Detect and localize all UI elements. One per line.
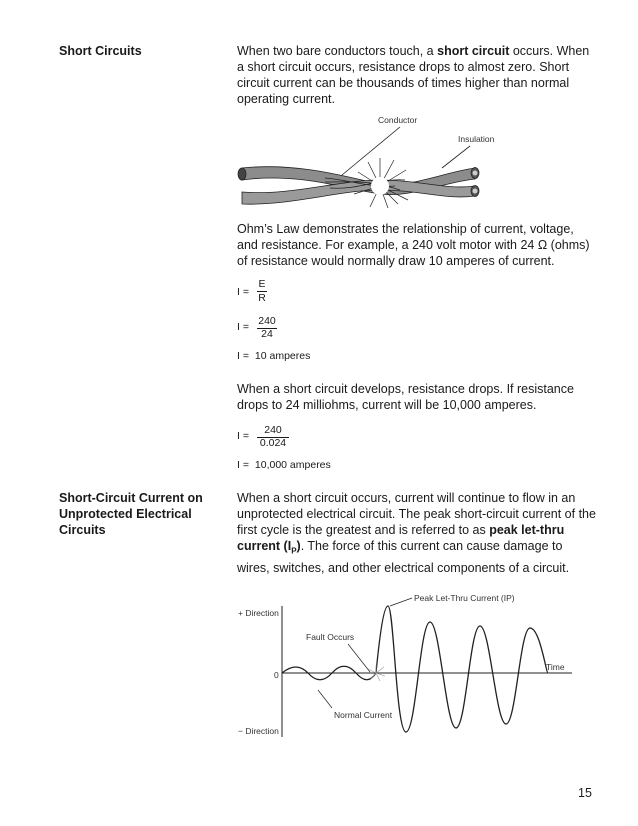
label-conductor: Conductor xyxy=(378,115,418,125)
conductor-figure xyxy=(230,110,495,210)
term-close-paren: ) xyxy=(296,539,301,553)
eq1-lhs: I = xyxy=(237,286,249,298)
paragraph-resistance-drops: When a short circuit develops, resistance drops. If resistance drops to 24 milliohms, current will be 10,000 amperes. xyxy=(237,382,574,412)
label-peak-let-thru: Peak Let-Thru Current (IP) xyxy=(414,593,515,603)
page-number: 15 xyxy=(578,786,592,800)
label-time: Time xyxy=(546,662,565,672)
heading-line-1: Short-Circuit Current on xyxy=(59,491,203,505)
eq3-lhs: I = xyxy=(237,350,249,362)
heading-line-3: Circuits xyxy=(59,523,106,537)
equation-ohms-law xyxy=(237,278,277,308)
term-short-circuit: short circuit xyxy=(437,44,510,58)
eq5-value: 10,000 amperes xyxy=(254,459,331,471)
eq3-value: 10 amperes xyxy=(254,350,311,362)
equation-240-over-24 xyxy=(237,315,287,345)
section-heading-unprotected xyxy=(59,490,203,538)
term-subscript-p: P xyxy=(291,546,297,556)
eq2-denominator: 24 xyxy=(261,328,273,340)
section-heading-short-circuits: Short Circuits xyxy=(59,44,142,58)
eq1-numerator: E xyxy=(258,278,266,290)
paragraph-peak-let-thru xyxy=(237,490,597,576)
label-fault-occurs: Fault Occurs xyxy=(306,632,355,642)
label-insulation: Insulation xyxy=(458,134,495,144)
label-normal-current: Normal Current xyxy=(334,710,393,720)
paragraph-short-circuit-intro xyxy=(237,43,597,107)
eq4-lhs: I = xyxy=(237,430,249,442)
short-circuit-waveform-graph xyxy=(230,592,580,742)
label-zero: 0 xyxy=(274,670,279,680)
term-peak-let-thru: peak let-thru current (I xyxy=(237,523,565,553)
eq5-lhs: I = xyxy=(237,459,249,471)
equation-result-10-amperes xyxy=(237,350,310,362)
peak-text-a: When a short circuit occurs, current will continue to flow in an unprotected electrical circuit. The peak short-circuit current of the first cycle is the greatest and is referred to as xyxy=(237,491,596,537)
eq4-numerator: 240 xyxy=(264,424,282,436)
eq1-denominator: R xyxy=(258,292,266,304)
eq2-numerator: 240 xyxy=(258,315,276,327)
label-plus-direction: + Direction xyxy=(238,608,279,618)
paragraph-ohms-law: Ohm’s Law demonstrates the relationship of current, voltage, and resistance. For example, a 240 volt motor with 24 Ω (ohms) of resistance would normally draw 10 amperes of current. xyxy=(237,222,590,268)
intro-text-a: When two bare conductors touch, a xyxy=(237,44,438,58)
heading-line-2: Unprotected Electrical xyxy=(59,507,192,521)
equation-240-over-0024 xyxy=(237,424,297,454)
eq4-denominator: 0.024 xyxy=(259,437,287,449)
peak-text-b: . The force of this current can cause damage to wires, switches, and other electrical components of a circuit. xyxy=(237,539,570,575)
intro-text-b: occurs. When a short circuit occurs, resistance drops to almost zero. Short circuit current can be thousands of times higher than normal operating current. xyxy=(237,44,590,106)
equation-result-10000-amperes xyxy=(237,459,331,471)
eq2-lhs: I = xyxy=(237,321,249,333)
label-minus-direction: − Direction xyxy=(238,726,279,736)
